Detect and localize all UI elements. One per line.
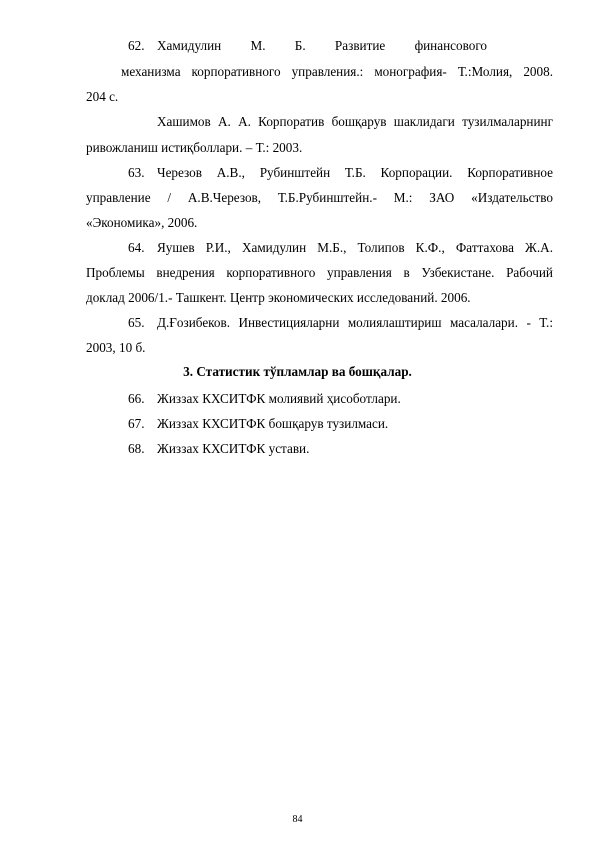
section-heading: 3. Статистик тўпламлар ва бошқалар.: [183, 364, 412, 379]
entry-line: Хамидулин М. Б. Развитие финансового: [157, 38, 487, 53]
entry-line: Д.Ғозибеков. Инвестицияларни молиялаштириш масалалари. - Т.:: [157, 315, 553, 330]
entry-line: Хашимов А. А. Корпоратив бошқарув шаклидаги тузилмаларнинг: [157, 114, 553, 129]
entry-line: 2003, 10 б.: [86, 340, 146, 355]
entry-line: Проблемы внедрения корпоративного управления в Узбекистане. Рабочий: [86, 265, 553, 280]
entry-number: 64.: [128, 240, 145, 255]
entry-number: 68.: [128, 441, 145, 456]
entry-line: Черезов А.В., Рубинштейн Т.Б. Корпорации. Корпоративное: [157, 165, 553, 180]
entry-line: 204 с.: [86, 89, 119, 104]
entry-line: Жиззах КХСИТФК бошқарув тузилмаси.: [157, 416, 389, 431]
entry-line: Жиззах КХСИТФК молиявий ҳисоботлари.: [157, 391, 401, 406]
entry-line: механизма корпоративного управления.: монография- Т.:Молия, 2008.: [121, 64, 553, 79]
entry-number: 62.: [128, 38, 145, 53]
entry-number: 65.: [128, 315, 145, 330]
entry-number: 67.: [128, 416, 145, 431]
entry-number: 63.: [128, 165, 145, 180]
entry-line: ривожланиш истиқболлари. – Т.: 2003.: [86, 140, 303, 155]
entry-line: доклад 2006/1.- Ташкент. Центр экономических исследований. 2006.: [86, 290, 471, 305]
entry-line: «Экономика», 2006.: [86, 215, 198, 230]
entry-line: Яушев Р.И., Хамидулин М.Б., Толипов К.Ф., Фаттахова Ж.А.: [157, 240, 553, 255]
entry-line: управление / А.В.Черезов, Т.Б.Рубинштейн.- М.: ЗАО «Издательство: [86, 190, 553, 205]
entry-line: Жиззах КХСИТФК устави.: [157, 441, 310, 456]
entry-number: 66.: [128, 391, 145, 406]
page-number: 84: [292, 814, 303, 825]
